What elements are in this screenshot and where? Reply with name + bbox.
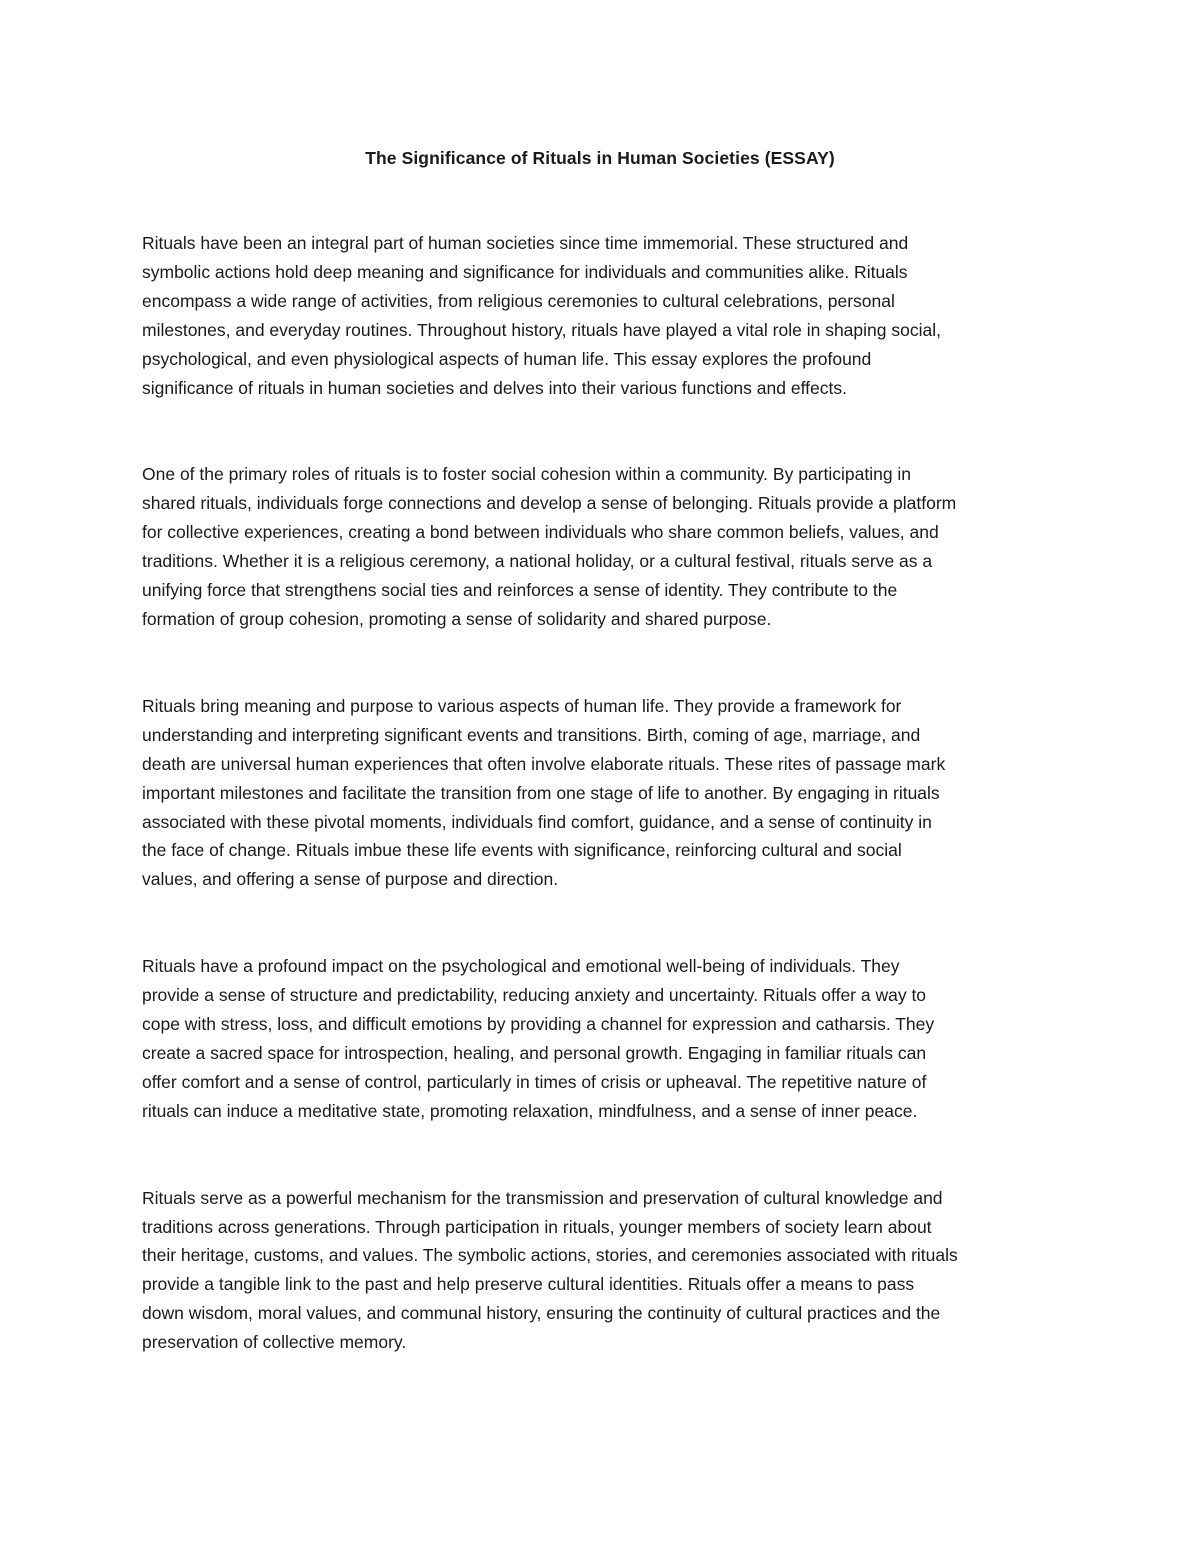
- paragraph-meaning-purpose: Rituals bring meaning and purpose to various aspects of human life. They provide a framework for understanding and interpreting significant events and transitions. Birth, coming of age, marriage, and death are universal human experiences that often involve elaborate rituals. These rites of passage mark important milestones and facilitate the transition from one stage of life to another. By engaging in rituals associated with these pivotal moments, individuals find comfort, guidance, and a sense of continuity in the face of change. Rituals imbue these life events with significance, reinforcing cultural and social values, and offering a sense of purpose and direction.: [142, 695, 946, 890]
- essay-body: [142, 229, 1062, 1415]
- paragraph-cultural-transmission: Rituals serve as a powerful mechanism for the transmission and preservation of cultural knowledge and traditions across generations. Through participation in rituals, younger members of society learn about their heritage, customs, and values. The symbolic actions, stories, and ceremonies associated with rituals provide a tangible link to the past and help preserve cultural identities. Rituals offer a means to pass down wisdom, moral values, and communal history, ensuring the continuity of cultural practices and the preservation of collective memory.: [142, 1187, 958, 1353]
- paragraph-psychological-impact: Rituals have a profound impact on the psychological and emotional well-being of individuals. They provide a sense of structure and predictability, reducing anxiety and uncertainty. Rituals offer a way to cope with stress, loss, and difficult emotions by providing a channel for expression and catharsis. They create a sacred space for introspection, healing, and personal growth. Engaging in familiar rituals can offer comfort and a sense of control, particularly in times of crisis or upheaval. The repetitive nature of rituals can induce a meditative state, promoting relaxation, mindfulness, and a sense of inner peace.: [142, 956, 935, 1121]
- page-title: The Significance of Rituals in Human Societies (ESSAY): [365, 148, 835, 168]
- paragraph-introduction: Rituals have been an integral part of human societies since time immemorial. These structured and symbolic actions hold deep meaning and significance for individuals and communities alike. Rituals encompass a wide range of activities, from religious ceremonies to cultural celebrations, personal milestones, and everyday routines. Throughout history, rituals have played a vital role in shaping social, psychological, and even physiological aspects of human life. This essay explores the profound significance of rituals in human societies and delves into their various functions and effects.: [142, 233, 941, 398]
- paragraph-social-cohesion: One of the primary roles of rituals is to foster social cohesion within a community. By participating in shared rituals, individuals forge connections and develop a sense of belonging. Rituals provide a platform for collective experiences, creating a bond between individuals who share common beliefs, values, and traditions. Whether it is a religious ceremony, a national holiday, or a cultural festival, rituals serve as a unifying force that strengthens social ties and reinforces a sense of identity. They contribute to the formation of group cohesion, promoting a sense of solidarity and shared purpose.: [142, 464, 957, 629]
